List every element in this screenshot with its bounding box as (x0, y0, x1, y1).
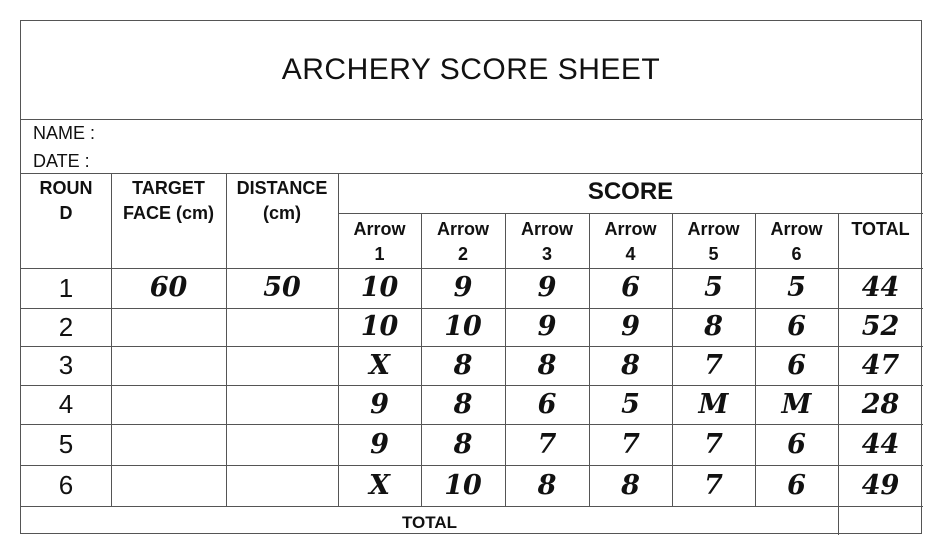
distance-value: 50 (263, 272, 301, 303)
round-total: 44 (861, 272, 900, 303)
arrow-5-header (672, 217, 755, 267)
target-header-line2: FACE (cm) (122, 203, 214, 223)
arrow-score: 8 (453, 429, 473, 460)
info-divider (21, 173, 923, 174)
distance-header-line2: (cm) (262, 203, 301, 223)
target-face-value (111, 424, 226, 465)
arrow-header-number: 3 (541, 244, 552, 264)
round-header (21, 176, 111, 226)
arrow-score: 6 (621, 272, 640, 303)
arrow-score: 9 (537, 272, 557, 303)
arrow-header-word: Arrow (604, 219, 657, 239)
arrow-score: 6 (537, 389, 557, 420)
arrow-score: 8 (621, 470, 640, 501)
arrow-header-number: 4 (625, 244, 636, 264)
title-divider (21, 119, 923, 120)
arrow-header-word: Arrow (436, 219, 489, 239)
round-total: 47 (861, 350, 900, 381)
target-face-value (111, 346, 226, 385)
arrow-score: 9 (621, 311, 640, 342)
arrow-6-header (755, 217, 838, 267)
arrow-header-number: 2 (457, 244, 468, 264)
arrow-score: 8 (453, 389, 473, 420)
arrow-score: 5 (704, 272, 723, 303)
arrow-score: 10 (444, 470, 482, 501)
arrow-score: 7 (704, 470, 723, 501)
arrow-2-header (421, 217, 505, 267)
target-face-value: 60 (149, 272, 188, 303)
arrow-score: X (369, 350, 390, 381)
arrow-score: 10 (360, 311, 399, 342)
distance-header (226, 176, 338, 226)
score-divider (338, 213, 923, 214)
arrow-score: 7 (704, 429, 723, 460)
arrow-header-word: Arrow (520, 219, 573, 239)
column-divider (838, 506, 839, 535)
arrow-3-header (505, 217, 589, 267)
round-header-line1: ROUN (39, 178, 93, 198)
arrow-score: 6 (787, 429, 806, 460)
round-total: 28 (861, 389, 900, 420)
arrow-header-number: 1 (374, 244, 385, 264)
target-header-line1: TARGET (132, 178, 205, 198)
arrow-score: 7 (537, 429, 557, 460)
arrow-score: 5 (787, 272, 806, 303)
arrow-score: 9 (537, 311, 557, 342)
distance-value (226, 424, 338, 465)
date-label: DATE : (33, 151, 90, 171)
target-face-header (111, 176, 226, 226)
round-number: 2 (58, 312, 74, 342)
round-number: 6 (58, 470, 74, 500)
arrow-score: 7 (704, 350, 723, 381)
arrow-score: 8 (537, 470, 557, 501)
arrow-score: 10 (444, 311, 482, 342)
score-header: SCORE (587, 178, 674, 205)
round-total: 49 (861, 470, 900, 501)
arrow-score: 8 (453, 350, 473, 381)
arrow-score: 10 (360, 272, 399, 303)
round-number: 3 (58, 350, 74, 380)
arrow-score: 7 (621, 429, 640, 460)
total-header: TOTAL (851, 219, 910, 239)
round-total: 52 (861, 311, 900, 342)
round-number: 1 (58, 273, 74, 303)
round-number: 5 (58, 429, 74, 459)
footer-total-label: TOTAL (401, 513, 458, 532)
target-face-value (111, 308, 226, 346)
arrow-score: 9 (370, 429, 389, 460)
arrow-score: 6 (787, 350, 806, 381)
distance-value (226, 465, 338, 506)
arrow-score: 8 (537, 350, 557, 381)
arrow-header-number: 6 (791, 244, 802, 264)
arrow-score: M (698, 389, 729, 420)
arrow-header-word: Arrow (687, 219, 740, 239)
target-face-value (111, 465, 226, 506)
distance-value (226, 308, 338, 346)
arrow-score: 6 (787, 470, 806, 501)
distance-header-line1: DISTANCE (236, 178, 328, 198)
arrow-score: 9 (370, 389, 389, 420)
arrow-score: 8 (704, 311, 723, 342)
arrow-score: M (781, 389, 812, 420)
row-divider (21, 506, 923, 507)
target-face-value (111, 385, 226, 424)
arrow-4-header (589, 217, 672, 267)
arrow-1-header (338, 217, 421, 267)
arrow-score: 8 (621, 350, 640, 381)
arrow-header-number: 5 (708, 244, 719, 264)
arrow-score: X (369, 470, 390, 501)
round-header-line2: D (59, 203, 73, 223)
arrow-header-word: Arrow (353, 219, 406, 239)
round-number: 4 (58, 389, 74, 419)
arrow-header-word: Arrow (770, 219, 823, 239)
sheet-title: ARCHERY SCORE SHEET (281, 53, 661, 86)
score-sheet (20, 20, 922, 534)
name-label: NAME : (33, 123, 96, 143)
distance-value (226, 385, 338, 424)
distance-value (226, 346, 338, 385)
round-total: 44 (861, 429, 900, 460)
arrow-score: 6 (787, 311, 806, 342)
arrow-score: 9 (453, 272, 473, 303)
arrow-score: 5 (621, 389, 640, 420)
